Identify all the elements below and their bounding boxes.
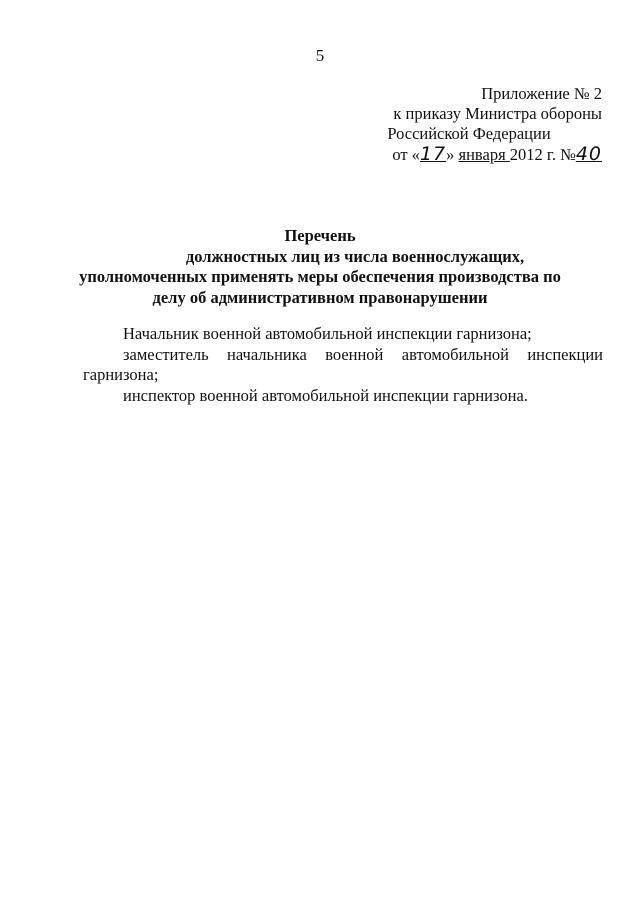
list-item-continuation: гарнизона;	[83, 365, 159, 384]
handwritten-day: 17	[419, 143, 447, 165]
title-line-3: уполномоченных применять меры обеспечения производства по	[79, 267, 561, 286]
appendix-order-ref: к приказу Министра обороны	[393, 104, 602, 123]
positions-list	[83, 324, 603, 406]
date-mid: »	[446, 145, 455, 164]
appendix-date-line	[302, 144, 602, 165]
document-title	[0, 226, 640, 308]
date-prefix: от «	[392, 145, 420, 164]
date-year: 2012 г. №	[509, 145, 576, 164]
page-number: 5	[315, 46, 325, 65]
appendix-federation: Российской Федерации	[387, 124, 551, 143]
title-line-1: Перечень	[284, 226, 356, 245]
date-month: января	[458, 145, 510, 164]
list-item: Начальник военной автомобильной инспекции гарнизона;	[123, 324, 532, 343]
handwritten-number: 40	[575, 143, 602, 165]
title-line-4: делу об административном правонарушении	[152, 287, 488, 307]
list-item: заместитель начальника военной автомобильной инспекции	[123, 344, 603, 364]
appendix-title: Приложение № 2	[481, 84, 602, 103]
list-item: инспектор военной автомобильной инспекции гарнизона.	[123, 385, 528, 405]
appendix-header	[302, 84, 602, 165]
title-line-2: должностных лиц из числа военнослужащих,	[185, 246, 525, 266]
